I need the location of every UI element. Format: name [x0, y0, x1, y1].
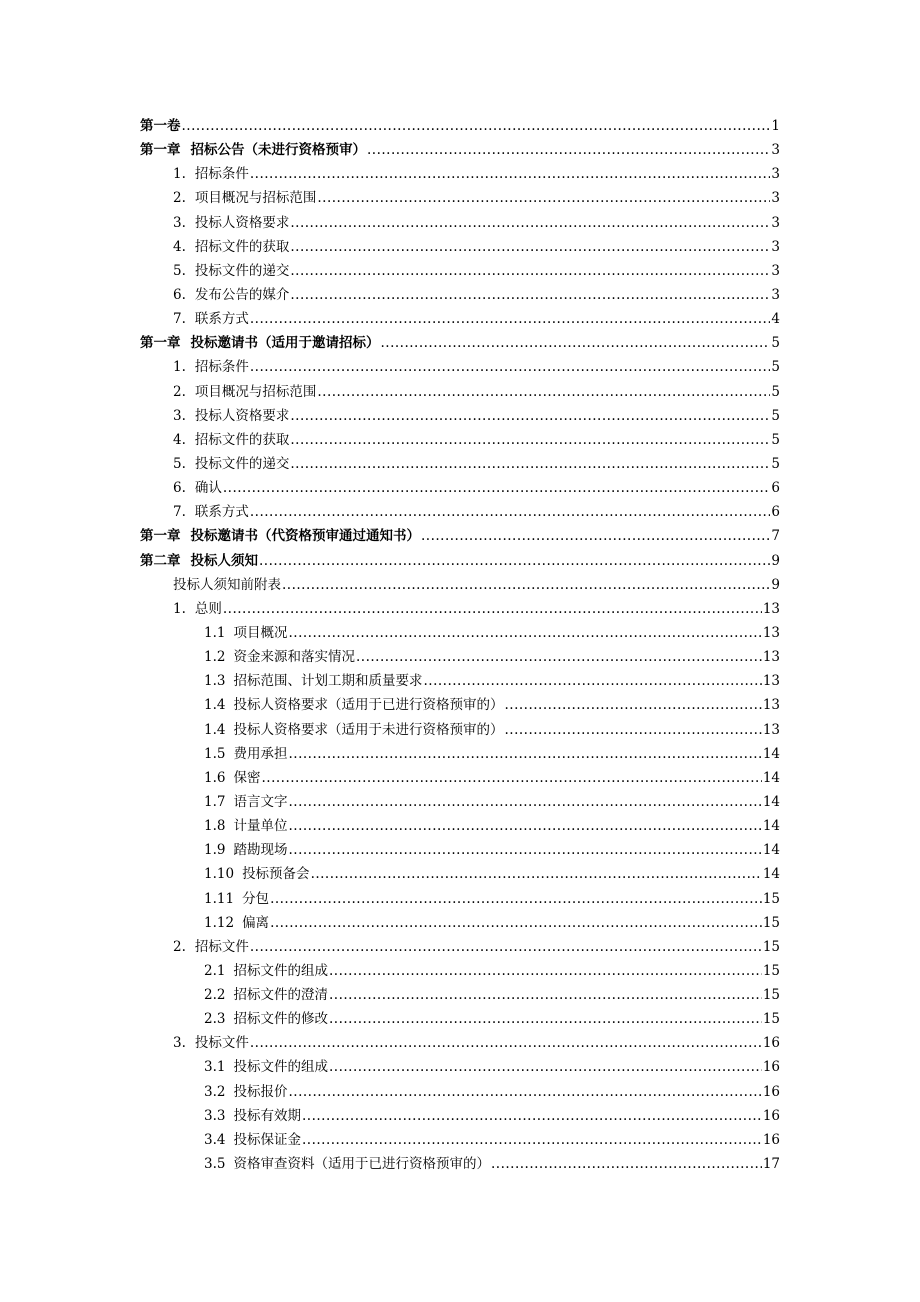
toc-dot-leader: [223, 597, 762, 621]
toc-entry[interactable]: [140, 259, 780, 283]
toc-page-number: 3: [771, 142, 780, 159]
toc-entry[interactable]: [140, 114, 780, 138]
toc-page-number: 14: [762, 818, 780, 835]
toc-entry-number: 1.: [173, 359, 186, 376]
table-of-contents: [140, 114, 780, 1176]
toc-dot-leader: [290, 428, 770, 452]
toc-entry-number: 7.: [173, 311, 186, 328]
toc-entry-number: 3.3: [204, 1107, 226, 1124]
toc-dot-leader: [270, 911, 762, 935]
toc-entry-number: 2.1: [204, 962, 226, 979]
toc-dot-leader: [288, 838, 761, 862]
toc-entry[interactable]: [140, 669, 780, 693]
toc-entry[interactable]: [140, 1031, 780, 1055]
toc-dot-leader: [329, 1055, 762, 1079]
toc-dot-leader: [288, 621, 761, 645]
toc-entry-number: 第一章: [140, 335, 181, 352]
toc-dot-leader: [250, 307, 771, 331]
toc-dot-leader: [288, 742, 761, 766]
toc-entry-number: 2.3: [204, 1011, 226, 1028]
toc-entry-title: 投标人资格要求（适用于未进行资格预审的）: [233, 721, 504, 738]
toc-dot-leader: [504, 693, 761, 717]
toc-entry-number: 第一章: [140, 528, 181, 545]
toc-entry[interactable]: [140, 186, 780, 210]
toc-dot-leader: [290, 211, 770, 235]
toc-page-number: 13: [762, 697, 780, 714]
toc-page-number: 13: [762, 600, 780, 617]
toc-dot-leader: [421, 524, 770, 548]
toc-entry[interactable]: [140, 1152, 780, 1176]
toc-dot-leader: [288, 1080, 761, 1104]
toc-entry-number: 3.: [173, 214, 186, 231]
toc-entry-number: 1.3: [204, 673, 226, 690]
toc-entry[interactable]: [140, 621, 780, 645]
toc-dot-leader: [259, 549, 770, 573]
toc-dot-leader: [270, 887, 762, 911]
toc-entry-number: 1.: [173, 166, 186, 183]
toc-entry-number: 1.7: [204, 793, 226, 810]
toc-entry[interactable]: [140, 380, 780, 404]
toc-page-number: 15: [762, 1011, 780, 1028]
toc-page-number: 15: [762, 890, 780, 907]
toc-entry-number: 1.: [173, 600, 186, 617]
toc-dot-leader: [491, 1152, 762, 1176]
toc-dot-leader: [223, 476, 771, 500]
toc-dot-leader: [367, 138, 770, 162]
toc-entry[interactable]: [140, 573, 780, 597]
toc-entry[interactable]: [140, 1007, 780, 1031]
toc-entry-title: 招标文件的组成: [233, 962, 328, 979]
toc-entry-number: 第一章: [140, 142, 181, 159]
toc-entry-title: 投标保证金: [233, 1131, 301, 1148]
toc-entry-title: 招标公告（未进行资格预审）: [190, 142, 366, 159]
toc-entry-title: 招标文件: [194, 938, 249, 955]
toc-entry-title: 偏离: [242, 914, 270, 931]
toc-dot-leader: [356, 645, 762, 669]
toc-entry-title: 投标文件的递交: [194, 262, 290, 279]
toc-page-number: 15: [762, 987, 780, 1004]
toc-page-number: 14: [762, 842, 780, 859]
toc-page-number: 13: [762, 673, 780, 690]
toc-entry-title: 分包: [242, 890, 270, 907]
toc-entry-number: 1.4: [204, 697, 226, 714]
toc-page-number: 16: [762, 1131, 780, 1148]
toc-page-number: 6: [771, 504, 780, 521]
toc-entry[interactable]: [140, 911, 780, 935]
toc-entry[interactable]: [140, 428, 780, 452]
toc-dot-leader: [317, 186, 770, 210]
toc-entry-number: 1.11: [204, 890, 235, 907]
toc-page-number: 3: [771, 166, 780, 183]
toc-dot-leader: [329, 959, 762, 983]
toc-dot-leader: [311, 862, 762, 886]
toc-page-number: 5: [771, 335, 780, 352]
toc-entry[interactable]: [140, 838, 780, 862]
toc-entry-number: 3.2: [204, 1083, 226, 1100]
toc-dot-leader: [250, 162, 771, 186]
toc-dot-leader: [288, 790, 761, 814]
toc-entry-number: 2.: [173, 190, 186, 207]
toc-entry[interactable]: [140, 597, 780, 621]
toc-entry-number: 3.5: [204, 1156, 226, 1173]
toc-entry-number: 1.6: [204, 769, 226, 786]
toc-entry[interactable]: [140, 404, 780, 428]
toc-entry-number: 2.: [173, 938, 186, 955]
toc-page-number: 13: [762, 721, 780, 738]
toc-entry-number: 第二章: [140, 552, 181, 569]
toc-dot-leader: [282, 573, 770, 597]
toc-entry-number: 6.: [173, 480, 186, 497]
toc-entry[interactable]: [140, 524, 780, 548]
toc-entry[interactable]: [140, 693, 780, 717]
toc-entry[interactable]: [140, 138, 780, 162]
toc-entry[interactable]: [140, 742, 780, 766]
toc-entry[interactable]: [140, 162, 780, 186]
toc-page-number: 14: [762, 745, 780, 762]
toc-dot-leader: [381, 331, 771, 355]
toc-dot-leader: [290, 235, 770, 259]
toc-entry-number: 1.8: [204, 818, 226, 835]
toc-entry-number: 1.4: [204, 721, 226, 738]
toc-entry-title: 投标邀请书（代资格预审通过通知书）: [190, 528, 420, 545]
toc-page-number: 5: [771, 383, 780, 400]
toc-dot-leader: [182, 114, 771, 138]
toc-entry-title: 资金来源和落实情况: [233, 649, 355, 666]
toc-entry-number: 1.12: [204, 914, 235, 931]
toc-entry-number: 1.1: [204, 624, 226, 641]
toc-entry-number: 2.2: [204, 987, 226, 1004]
toc-page-number: 5: [771, 359, 780, 376]
toc-page-number: 14: [762, 866, 780, 883]
toc-page-number: 5: [771, 455, 780, 472]
toc-entry[interactable]: [140, 1055, 780, 1079]
toc-entry-title: 投标人须知前附表: [173, 576, 281, 593]
toc-entry[interactable]: [140, 645, 780, 669]
toc-entry-title: 投标人须知: [190, 552, 258, 569]
toc-entry-title: 总则: [194, 600, 222, 617]
toc-entry[interactable]: [140, 355, 780, 379]
toc-page-number: 1: [771, 118, 780, 134]
toc-page-number: 15: [762, 938, 780, 955]
toc-page-number: 5: [771, 431, 780, 448]
toc-entry-title: 投标人资格要求: [194, 214, 290, 231]
toc-entry-title: 第一卷: [140, 118, 181, 134]
toc-entry[interactable]: [140, 211, 780, 235]
toc-entry-title: 投标有效期: [233, 1107, 301, 1124]
toc-entry-title: 联系方式: [194, 504, 249, 521]
toc-entry-title: 招标文件的获取: [194, 431, 290, 448]
toc-entry-title: 招标条件: [194, 166, 249, 183]
toc-entry[interactable]: [140, 1080, 780, 1104]
toc-entry-title: 招标文件的修改: [233, 1011, 328, 1028]
toc-page-number: 15: [762, 914, 780, 931]
toc-entry-title: 投标报价: [233, 1083, 288, 1100]
toc-entry-title: 投标文件: [194, 1035, 249, 1052]
toc-entry-title: 投标文件的递交: [194, 455, 290, 472]
toc-dot-leader: [329, 1007, 762, 1031]
toc-entry[interactable]: [140, 331, 780, 355]
toc-dot-leader: [250, 355, 771, 379]
toc-page-number: 6: [771, 480, 780, 497]
toc-dot-leader: [250, 1031, 762, 1055]
toc-entry[interactable]: [140, 935, 780, 959]
toc-entry[interactable]: [140, 549, 780, 573]
toc-entry[interactable]: [140, 766, 780, 790]
toc-entry[interactable]: [140, 1128, 780, 1152]
toc-entry-number: 3.: [173, 1035, 186, 1052]
toc-dot-leader: [261, 766, 761, 790]
toc-entry-title: 资格审查资料（适用于已进行资格预审的）: [233, 1156, 490, 1173]
toc-entry-number: 1.2: [204, 649, 226, 666]
toc-entry-title: 投标文件的组成: [233, 1059, 328, 1076]
toc-entry[interactable]: [140, 283, 780, 307]
toc-page-number: 13: [762, 624, 780, 641]
toc-entry-number: 1.10: [204, 866, 235, 883]
toc-entry[interactable]: [140, 452, 780, 476]
toc-page-number: 16: [762, 1035, 780, 1052]
toc-page-number: 17: [762, 1156, 780, 1173]
toc-entry-number: 1.9: [204, 842, 226, 859]
toc-page-number: 16: [762, 1107, 780, 1124]
toc-page-number: 7: [771, 528, 780, 545]
toc-entry-title: 投标人资格要求: [194, 407, 290, 424]
toc-dot-leader: [288, 814, 761, 838]
toc-entry[interactable]: [140, 862, 780, 886]
toc-dot-leader: [250, 935, 762, 959]
toc-entry[interactable]: [140, 790, 780, 814]
toc-entry-title: 项目概况与招标范围: [194, 383, 317, 400]
toc-entry[interactable]: [140, 1104, 780, 1128]
toc-entry-number: 6.: [173, 286, 186, 303]
toc-dot-leader: [504, 718, 761, 742]
toc-entry-number: 5.: [173, 455, 186, 472]
toc-entry-number: 2.: [173, 383, 186, 400]
toc-page-number: 3: [771, 214, 780, 231]
toc-entry-title: 确认: [194, 480, 222, 497]
toc-entry-number: 5.: [173, 262, 186, 279]
toc-entry-title: 投标人资格要求（适用于已进行资格预审的）: [233, 697, 504, 714]
toc-entry-number: 3.: [173, 407, 186, 424]
toc-entry-title: 费用承担: [233, 745, 288, 762]
toc-page-number: 3: [771, 286, 780, 303]
toc-page-number: 14: [762, 769, 780, 786]
toc-page-number: 3: [771, 190, 780, 207]
toc-entry[interactable]: [140, 476, 780, 500]
toc-entry-title: 项目概况与招标范围: [194, 190, 317, 207]
toc-page-number: 9: [771, 576, 780, 593]
toc-page-number: 16: [762, 1083, 780, 1100]
toc-dot-leader: [290, 283, 770, 307]
toc-entry-number: 3.1: [204, 1059, 226, 1076]
toc-page-number: 3: [771, 262, 780, 279]
toc-entry-number: 1.5: [204, 745, 226, 762]
toc-dot-leader: [302, 1128, 762, 1152]
toc-dot-leader: [302, 1104, 762, 1128]
toc-entry-number: 4.: [173, 238, 186, 255]
toc-page-number: 9: [771, 552, 780, 569]
toc-dot-leader: [317, 380, 770, 404]
toc-entry[interactable]: [140, 235, 780, 259]
toc-entry-title: 语言文字: [233, 793, 288, 810]
toc-dot-leader: [423, 669, 761, 693]
toc-entry[interactable]: [140, 983, 780, 1007]
toc-entry-title: 投标预备会: [242, 866, 310, 883]
toc-entry[interactable]: [140, 500, 780, 524]
toc-entry-title: 招标文件的澄清: [233, 987, 328, 1004]
toc-entry[interactable]: [140, 307, 780, 331]
toc-entry-title: 踏勘现场: [233, 842, 288, 859]
toc-dot-leader: [329, 983, 762, 1007]
toc-page-number: 3: [771, 238, 780, 255]
toc-entry-title: 保密: [233, 769, 261, 786]
toc-entry-title: 投标邀请书（适用于邀请招标）: [190, 335, 380, 352]
toc-entry[interactable]: [140, 814, 780, 838]
toc-entry-title: 招标范围、计划工期和质量要求: [233, 673, 423, 690]
toc-dot-leader: [290, 259, 770, 283]
toc-dot-leader: [290, 404, 770, 428]
toc-page-number: 4: [771, 311, 780, 328]
toc-entry-title: 招标文件的获取: [194, 238, 290, 255]
toc-page-number: 15: [762, 962, 780, 979]
toc-page-number: 14: [762, 793, 780, 810]
toc-entry-number: 3.4: [204, 1131, 226, 1148]
toc-entry-number: 7.: [173, 504, 186, 521]
toc-entry[interactable]: [140, 718, 780, 742]
toc-entry[interactable]: [140, 887, 780, 911]
toc-entry-title: 项目概况: [233, 624, 288, 641]
toc-dot-leader: [290, 452, 770, 476]
toc-entry-title: 招标条件: [194, 359, 249, 376]
toc-page-number: 16: [762, 1059, 780, 1076]
toc-page-number: 5: [771, 407, 780, 424]
toc-dot-leader: [250, 500, 771, 524]
toc-entry-title: 联系方式: [194, 311, 249, 328]
toc-entry-title: 发布公告的媒介: [194, 286, 290, 303]
toc-entry-number: 4.: [173, 431, 186, 448]
toc-entry[interactable]: [140, 959, 780, 983]
toc-page-number: 13: [762, 649, 780, 666]
toc-entry-title: 计量单位: [233, 818, 288, 835]
